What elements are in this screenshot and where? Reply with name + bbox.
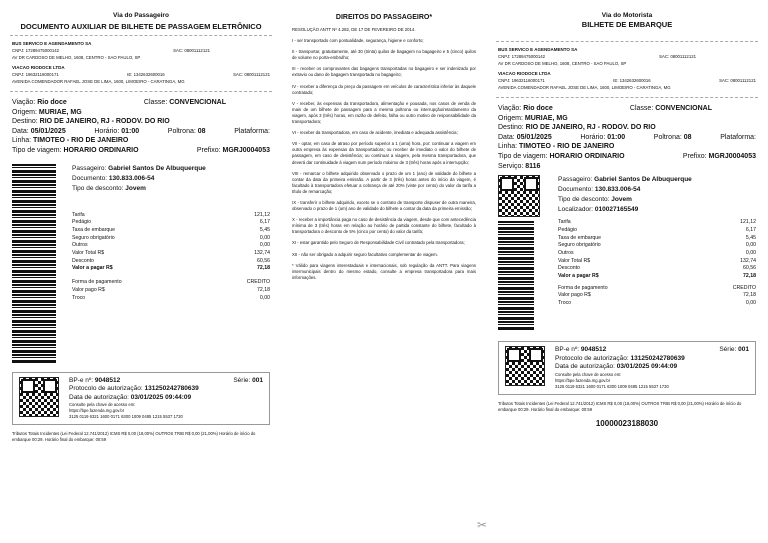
company-sac: SAC: 08001112121 [173,48,210,53]
fare-value: 72,18 [743,292,756,299]
poltrona-label: Poltrona: [167,127,196,135]
desconto-value: Jovem [611,196,632,204]
desconto-label: Tipo de desconto: [558,196,610,204]
viacao-value: Rio doce [37,99,67,106]
fare-row [558,227,756,235]
bpe-value: 9048512 [94,376,121,384]
fare-row [558,300,756,308]
fare-label: Valor a pagar R$ [558,273,599,280]
horario-value: 01:00 [121,127,140,135]
trip-info [486,104,768,171]
fare-value: 0,00 [259,294,270,301]
rights-paragraph: III - receber os comprovantes das bagagens transportadas no bagageiro e ser indenizado por extravio ou dano de bagagem transportada no bagageiro; [292,66,476,78]
rights-paragraph: RESOLUÇÃO ANTT Nº 4.282, DE 17 DE FEVEREIRO DE 2014. [292,27,416,32]
company-name: BUS SERVICO E AGENDAMENTO SA [12,41,92,46]
fare-value: CREDITO [246,279,270,286]
divider [10,91,272,92]
via-label: Via do Motorista [601,12,653,19]
localizador-label: Localizador: [558,206,594,214]
bpe-label: BP-e nº: [69,376,94,384]
viacao-label: Viação: [12,99,36,106]
company-ie: IE: 1342632600016 [127,72,165,77]
data-aut-label: Data de autorização: [555,363,615,371]
localizador-value: 010027165549 [594,206,639,214]
classe-value: CONVENCIONAL [169,99,226,106]
fare-row [72,219,270,227]
fare-label: Tarifa [558,219,571,226]
rights-paragraph: XI - estar garantido pelo Seguro de Responsabilidade Civil contratado pela transportadora; [292,240,465,246]
tipo-value: HORARIO ORDINARIO [549,152,625,160]
origem-value: MURIAE, MG [524,114,568,122]
company-cnpj: CNPJ: 17289475000142 [498,54,546,59]
horario-label: Horário: [580,133,606,141]
fare-label: Tarifa [72,211,85,218]
fare-label: Valor pago R$ [558,292,591,299]
company-block-2 [0,64,282,85]
fare-value: 5,45 [259,226,270,233]
bpe-label: BP-e nº: [555,346,580,354]
destino-label: Destino: [498,124,524,132]
driver-copy [486,0,768,543]
passenger-section [486,175,768,331]
rights-title: DIREITOS DO PASSAGEIRO* [335,14,433,21]
passenger-section [0,164,282,364]
company-name: VIACAO RIODOCE LTDA [498,71,551,76]
divider [10,35,272,36]
fare-row [558,250,756,258]
fare-value: 72,18 [257,265,270,272]
data-aut-value: 03/01/2025 09:44:09 [130,393,192,401]
bpe-value: 9048512 [580,346,607,354]
linha-value: TIMOTEO - RIO DE JANEIRO [33,137,129,145]
protocolo-label: Protocolo de autorização: [69,385,143,393]
fare-value: 0,00 [259,234,270,241]
fare-row [72,242,270,250]
prefixo-value: MGRJ0004053 [222,146,270,154]
company-cnpj: CNPJ: 17289475000142 [12,48,60,53]
consulte-text: Consulte pela chave de acesso em: [69,402,136,408]
data-label: Data: [498,133,515,141]
passenger-rights [292,0,476,543]
company-address: AVENIDA COMENDADOR RAFAEL JOSE DE LIMA, 1600, LIMOEIRO - CARATINGA, MG [498,85,671,90]
company-name: BUS SERVICO E AGENDAMENTO SA [498,47,578,52]
rights-paragraph: X - receber a importância paga no caso de desistência da viagem, desde que com antecedência mínima de 3 (três) horas em relação ao horário de partida constante do bilhete, facultado à transportadora o desconto de 5% (cinco por cento) do valor da tarifa; [292,217,476,235]
desconto-label: Tipo de desconto: [72,184,124,192]
fare-value: 5,45 [745,234,756,241]
destino-value: RIO DE JANEIRO, RJ - RODOV. DO RIO [525,124,656,132]
prefixo-label: Prefixo: [682,152,707,160]
data-aut-value: 03/01/2025 09:44:09 [616,363,678,371]
fare-row [72,258,270,266]
fare-label: Taxa de embarque [72,226,115,233]
serie-value: 001 [252,376,263,384]
serie-value: 001 [738,346,749,354]
rights-paragraph: IV - receber a diferença do preço da passagem em veículos de característica inferior às daquele contratado; [292,83,476,95]
classe-value: CONVENCIONAL [655,105,712,112]
fare-label: Seguro obrigatório [558,242,601,249]
viacao-value: Rio doce [523,105,553,112]
fare-label: Valor a pagar R$ [72,265,113,272]
fare-value: 121,12 [740,219,756,226]
fare-value: 121,12 [254,211,270,218]
documento-label: Documento: [72,174,108,182]
fare-label: Outros [558,249,574,256]
fare-label: Taxa de embarque [558,234,601,241]
scissors-icon: ✂ [477,518,488,532]
servico-value: 8116 [525,162,541,170]
fare-value: 6,17 [259,219,270,226]
fare-row [72,250,270,258]
rights-paragraph: * Válido para viagens interestaduais e internacionais, sob regulação da ANTT. Para viagens intermunicipais dentro do mesmo estado, consulte a empresa transportadora para mais informações. [292,262,476,280]
viacao-label: Viação: [498,105,522,112]
horario-value: 01:00 [607,133,626,141]
payment-list [72,279,270,302]
bpe-box [498,341,756,395]
tipo-label: Tipo de viagem: [12,146,62,154]
fare-row [72,287,270,295]
servico-label: Serviço: [498,162,524,170]
rights-paragraph: I - ser transportado com pontualidade, segurança, higiene e conforto; [292,38,424,44]
fare-value: 132,74 [740,257,756,264]
origem-value: MURIAE, MG [38,108,82,116]
passenger-copy [0,0,282,543]
fare-label: Valor pago R$ [72,286,105,293]
passageiro-value: Gabriel Santos De Albuquerque [594,176,692,184]
poltrona-value: 08 [197,127,206,135]
fare-value: 132,74 [254,250,270,257]
fare-value: 60,56 [743,265,756,272]
qr-code [19,377,59,417]
divider [496,97,758,98]
fare-value: CREDITO [732,284,756,291]
tributos-text: Tributos Totais Incidentes (Lei Federal 12.741/2012) ICMS R$ 0,00 (18,00%) OUTROS TRIB R$ 0,00 (21,00%) Horário de início do embarque 00:29. Horário final do embarque: 00:59 [12,431,256,443]
passageiro-value: Gabriel Santos De Albuquerque [108,164,206,172]
fare-row [72,295,270,303]
classe-label: Classe: [629,105,654,112]
destino-value: RIO DE JANEIRO, RJ - RODOV. DO RIO [39,118,170,126]
access-key: 3125 0119 6321 1600 0171 6300 1009 0485 1215 5537 1730 [555,383,669,389]
classe-label: Classe: [143,99,168,106]
desconto-value: Jovem [125,184,146,192]
fare-row [72,212,270,220]
fare-value: 72,18 [743,273,756,280]
fares-list [72,212,270,274]
fare-value: 0,00 [745,300,756,307]
linha-label: Linha: [498,143,518,151]
company-sac: SAC: 08001112121 [719,78,756,83]
fare-label: Pedágio [558,226,578,233]
passageiro-label: Passageiro: [558,176,593,184]
rights-paragraph: VII - optar, em caso de atraso por período superior a 1 (uma) hora, por: continuar a viagem em outra empresa às expensas da transportadora; ou receber de imediato o valor do bilhete de passagem, em caso de desistência; ou continuar a viagem, pela mesma transportadora, que deverá dar continuidade à viagem num período máximo de 3 (três) horas após a interrupção; [292,141,476,165]
document-title: DOCUMENTO AUXILIAR DE BILHETE DE PASSAGEM ELETRÔNICO [20,22,262,31]
data-value: 05/01/2025 [30,127,66,135]
company-ie: IE: 1342632600016 [613,78,651,83]
company-address: AVENIDA COMENDADOR RAFAEL JOSE DE LIMA, 1600, LIMOEIRO - CARATINGA, MG [12,79,185,84]
rights-paragraph: VIII - remarcar o bilhete adquirido observado o prazo de um 1 (ano) de validade do bilhete a contar da data da primeira emissão. A partir de 3 (três) horas antes do início da viagem, é facultado à transportadora efetuar a cobrança de até 20% (vinte por cento) do valor da tarifa a título de remarcação; [292,170,476,194]
fare-label: Troco [558,300,572,307]
code-column [498,175,542,331]
fare-value: 0,00 [745,249,756,256]
consulte-url[interactable]: https://bpe.fazenda.mg.gov.br [69,408,125,414]
fare-value: 72,18 [257,286,270,293]
company-sac: SAC: 08001112121 [659,54,696,59]
trip-info [0,98,282,156]
prefixo-label: Prefixo: [196,146,221,154]
barcode [498,221,534,331]
tipo-value: HORARIO ORDINARIO [63,146,139,154]
rights-paragraph: II - transportar, gratuitamente, até 30 (trinta) quilos de bagagem no bagageiro e 5 (cinco) quilos de volume no porta-embrulho; [292,49,476,61]
consulte-text: Consulte pela chave de acesso em: [555,371,622,377]
fare-row [558,285,756,293]
horario-label: Horário: [94,127,120,135]
ticket-number: 10000023188030 [595,418,659,428]
poltrona-value: 08 [683,133,692,141]
document-title: BILHETE DE EMBARQUE [581,20,673,29]
fare-row [72,227,270,235]
fare-row [558,265,756,273]
poltrona-label: Poltrona: [653,133,682,141]
fare-label: Troco [72,294,86,301]
company-sac: SAC: 08001112121 [233,72,270,77]
fare-row [558,219,756,227]
fare-row [558,292,756,300]
rights-paragraph: IX - transferir o bilhete adquirido, exceto se o contrato de transporte dispuser de outra maneira, observado o prazo de 1 (um) ano de validade do bilhete a contar da data da primeira emissão; [292,199,476,212]
fare-label: Outros [72,242,88,249]
qr-code [505,346,545,386]
plataforma-label: Plataforma: [720,133,756,141]
divider [496,41,758,42]
fare-row [558,242,756,250]
barcode [12,164,56,364]
protocolo-value: 131250242780639 [630,354,685,362]
linha-value: TIMOTEO - RIO DE JANEIRO [519,143,615,151]
rights-paragraph: VI - receber da transportadora, em caso de acidente, imediata e adequada assistência; [292,130,458,136]
bpe-box [12,372,270,426]
destino-label: Destino: [12,118,38,126]
documento-value: 130.833.006-54 [594,186,641,194]
fares-list [558,219,756,281]
prefixo-value: MGRJ0004053 [708,152,756,160]
tributos-text: Tributos Totais Incidentes (Lei Federal 12.741/2012) ICMS R$ 0,00 (18,00%) OUTROS TRIB R$ 0,00 (21,00%) Horário de início do embarque 00:29. Horário final do embarque: 00:59 [498,400,742,412]
company-block-1 [486,46,768,67]
fare-row [558,258,756,266]
fare-row [72,279,270,287]
access-key: 3125 0119 6321 1600 0171 6300 1009 0485 1215 5537 1730 [69,414,183,420]
company-cnpj: CNPJ: 19632116000171 [498,78,545,83]
passageiro-label: Passageiro: [72,164,107,172]
company-block-1 [0,40,282,61]
data-label: Data: [12,127,29,135]
company-cnpj: CNPJ: 19632116000171 [12,72,59,77]
company-address: AV DR CARDOSO DE MELHO, 1608, CENTRO - SAO PAULO, SP [12,55,141,60]
company-name: VIACAO RIODOCE LTDA [12,65,65,70]
documento-label: Documento: [558,186,594,194]
plataforma-label: Plataforma: [234,127,270,135]
fare-value: 6,17 [745,226,756,233]
rights-paragraph: XII - não ser obrigado a adquirir seguro facultativo complementar de viagem. [292,251,438,257]
fare-value: 0,00 [259,242,270,249]
fare-row [558,273,756,281]
fare-label: Seguro obrigatório [72,234,115,241]
via-label: Via do Passageiro [113,12,169,19]
rights-paragraph: V - receber, às expensas da transportadora, alimentação e pousada, nos casos de venda de mais de um bilhete de passagem para a mesma poltrona ou interrupção/retardamento da viagem, após 3 (três) horas, em razão de defeito, falha ou outro motivo de responsabilidade da transportadora; [292,100,476,125]
qr-code [498,175,540,217]
fare-label: Forma de pagamento [72,279,122,286]
company-block-2 [486,70,768,91]
consulte-url[interactable]: https://bpe.fazenda.mg.gov.br [555,377,611,383]
protocolo-label: Protocolo de autorização: [555,354,629,362]
origem-label: Origem: [12,108,37,116]
fare-value: 60,56 [257,257,270,264]
rights-text [292,27,476,281]
fare-row [72,265,270,273]
company-address: AV DR CARDOSO DE MELHO, 1608, CENTRO - SAO PAULO, SP [498,61,627,66]
fare-label: Desconto [558,265,580,272]
data-value: 05/01/2025 [516,133,552,141]
tipo-label: Tipo de viagem: [498,152,548,160]
fare-value: 0,00 [745,242,756,249]
fare-label: Valor Total R$ [72,250,105,257]
fare-label: Valor Total R$ [558,257,591,264]
serie-label: Série: [719,346,737,354]
data-aut-label: Data de autorização: [69,393,129,401]
fare-label: Pedágio [72,219,92,226]
serie-label: Série: [233,376,251,384]
documento-value: 130.833.006-54 [108,174,155,182]
fare-row [72,235,270,243]
fare-label: Forma de pagamento [558,284,608,291]
fare-row [558,235,756,243]
fare-label: Desconto [72,257,94,264]
origem-label: Origem: [498,114,523,122]
protocolo-value: 131250242780639 [144,385,199,393]
linha-label: Linha: [12,137,32,145]
payment-list [558,285,756,308]
